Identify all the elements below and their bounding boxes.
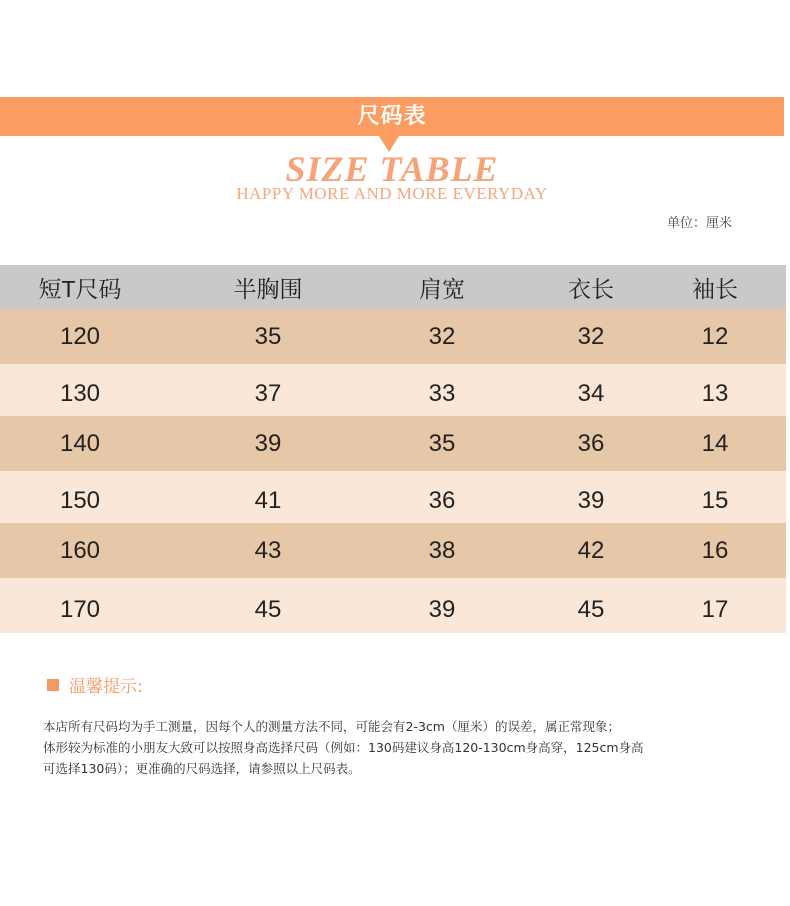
table-cell: 12 xyxy=(701,322,729,350)
tip-line: 体形较为标准的小朋友大致可以按照身高选择尺码（例如：130码建议身高120-130cm身高穿，125cm身高 xyxy=(43,740,644,755)
table-body xyxy=(0,309,786,633)
table-cell: 130 xyxy=(59,380,101,407)
table-cell: 38 xyxy=(428,536,456,564)
table-cell: 43 xyxy=(254,536,282,564)
table-cell: 39 xyxy=(428,595,456,623)
table-cell: 16 xyxy=(701,536,729,564)
table-row xyxy=(0,523,786,578)
unit-label: 单位：厘米 xyxy=(666,216,732,231)
table-header-row xyxy=(0,265,786,309)
table-cell: 32 xyxy=(577,322,605,350)
table-cell: 140 xyxy=(59,429,101,457)
table-cell: 17 xyxy=(701,595,729,623)
size-table-subtitle: HAPPY MORE AND MORE EVERYDAY xyxy=(236,184,548,203)
table-cell: 42 xyxy=(577,536,605,564)
table-row xyxy=(0,416,786,471)
table-cell: 33 xyxy=(428,380,456,407)
table-cell: 45 xyxy=(577,595,605,623)
square-bullet-icon xyxy=(47,679,59,691)
table-cell: 32 xyxy=(428,322,456,350)
table-cell: 39 xyxy=(254,429,282,457)
table-row xyxy=(0,578,786,633)
size-table-heading: SIZE TABLE xyxy=(285,149,499,189)
table-cell: 35 xyxy=(254,322,282,350)
tip-heading xyxy=(47,672,143,697)
title-banner xyxy=(0,97,784,136)
table-cell: 170 xyxy=(59,595,101,623)
table-row xyxy=(0,471,786,523)
table-cell: 41 xyxy=(254,487,282,514)
size-table xyxy=(0,265,786,633)
table-cell: 39 xyxy=(577,487,605,514)
table-cell: 13 xyxy=(701,380,729,407)
table-cell: 34 xyxy=(577,380,605,407)
tip-title: 温馨提示: xyxy=(69,677,143,697)
tip-notes xyxy=(43,716,748,779)
banner-title: 尺码表 xyxy=(357,104,427,129)
table-row xyxy=(0,309,786,364)
table-cell: 37 xyxy=(254,380,282,407)
header-cell-chest: 半胸围 xyxy=(233,275,303,302)
table-cell: 14 xyxy=(701,429,729,457)
tip-line: 本店所有尺码均为手工测量，因每个人的测量方法不同，可能会有2-3cm（厘米）的误差，属正常现象； xyxy=(43,719,620,734)
header-cell-shoulder: 肩宽 xyxy=(419,275,465,302)
tip-line: 可选择130码）；更准确的尺码选择，请参照以上尺码表。 xyxy=(43,761,361,776)
header-cell-size: 短T尺码 xyxy=(38,275,122,302)
table-cell: 36 xyxy=(428,487,456,514)
table-cell: 35 xyxy=(428,429,456,457)
table-cell: 160 xyxy=(59,536,101,564)
table-cell: 15 xyxy=(701,487,729,514)
header-cell-length: 衣长 xyxy=(568,275,614,302)
table-cell: 45 xyxy=(254,595,282,623)
table-row xyxy=(0,364,786,416)
table-cell: 36 xyxy=(577,429,605,457)
table-cell: 120 xyxy=(59,322,101,350)
header-cell-sleeve: 袖长 xyxy=(692,275,738,302)
table-cell: 150 xyxy=(59,487,101,514)
